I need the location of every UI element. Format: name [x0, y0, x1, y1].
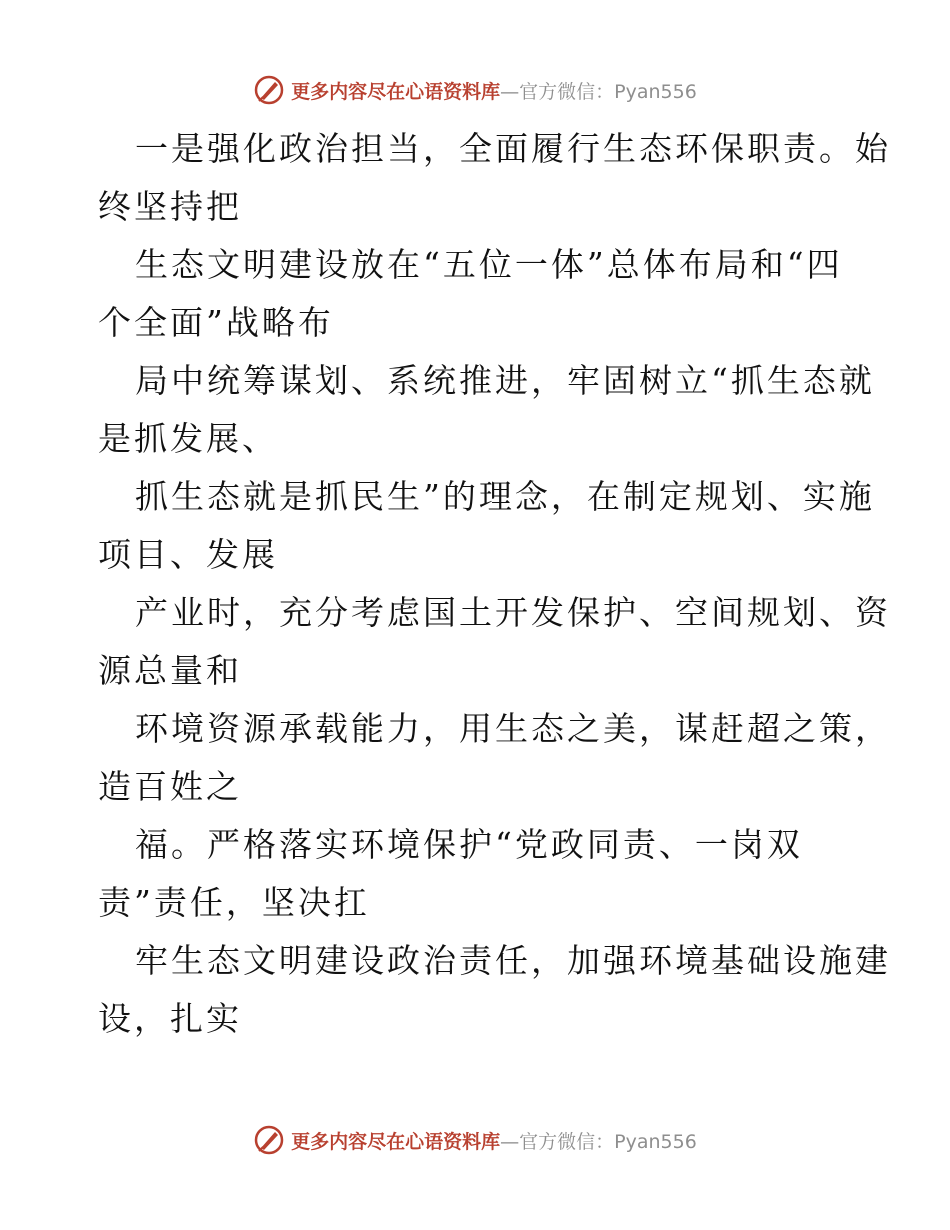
watermark-contact-text: 官方微信：Pyan556: [519, 80, 697, 103]
header-watermark-banner: [0, 70, 950, 110]
paragraph: [98, 816, 858, 932]
paragraph-line: 福。严格落实环境保护“党政同责、一岗双: [135, 825, 803, 864]
paragraph: [98, 236, 858, 352]
watermark-dash: —: [500, 80, 520, 103]
paragraph-line: 项目、发展: [98, 535, 278, 574]
paragraph: [98, 352, 875, 468]
watermark-text: [291, 77, 697, 104]
paragraph-line: 责”责任，坚决扛: [98, 883, 370, 922]
paragraph-line: 设，扎实: [98, 999, 242, 1038]
paragraph: [98, 700, 891, 816]
paragraph-line: 环境资源承载能力，用生态之美，谋赶超之策，: [135, 709, 891, 748]
paragraph-line: 牢生态文明建设政治责任，加强环境基础设施建: [135, 941, 891, 980]
watermark-main-text: 更多内容尽在心语资料库: [291, 80, 501, 103]
paragraph: [98, 120, 891, 236]
paragraph-line: 局中统筹谋划、系统推进，牢固树立“抓生态就: [135, 361, 875, 400]
paragraph-line: 终坚持把: [98, 187, 242, 226]
watermark-dash: —: [500, 1130, 520, 1153]
watermark-main-text: 更多内容尽在心语资料库: [291, 1130, 501, 1153]
paragraph: [98, 584, 891, 700]
document-body: [98, 120, 891, 1048]
paragraph-line: 造百姓之: [98, 767, 242, 806]
watermark-text: [291, 1127, 697, 1154]
footer-watermark-banner: [0, 1120, 950, 1160]
quill-logo-icon: [253, 74, 285, 106]
paragraph-line: 源总量和: [98, 651, 242, 690]
paragraph: [98, 468, 875, 584]
paragraph-line: 产业时，充分考虑国土开发保护、空间规划、资: [135, 593, 891, 632]
paragraph-line: 生态文明建设放在“五位一体”总体布局和“四: [135, 245, 843, 284]
paragraph-line: 个全面”战略布: [98, 303, 334, 342]
paragraph-line: 一是强化政治担当，全面履行生态环保职责。始: [135, 129, 891, 168]
paragraph-line: 抓生态就是抓民生”的理念，在制定规划、实施: [135, 477, 875, 516]
paragraph-line: 是抓发展、: [98, 419, 278, 458]
watermark-contact-text: 官方微信：Pyan556: [519, 1130, 697, 1153]
quill-logo-icon: [253, 1124, 285, 1156]
paragraph: [98, 932, 891, 1048]
